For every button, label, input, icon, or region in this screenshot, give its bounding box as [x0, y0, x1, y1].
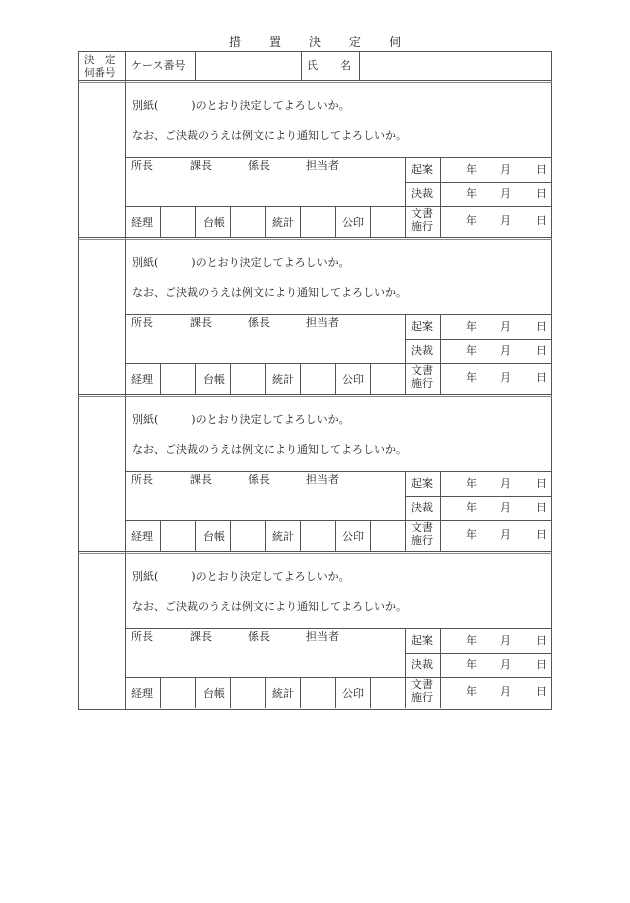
stamp-label: 統計: [272, 530, 294, 543]
day-label: 日: [536, 320, 547, 333]
notice-text: なお、ご決裁のうえは例文により通知してよろしいか。: [132, 129, 407, 142]
year-label: 年: [466, 528, 477, 541]
grid-line: [335, 206, 336, 237]
day-label: 日: [536, 344, 547, 357]
date-label: 起案: [411, 477, 433, 490]
decision-section: [0, 394, 630, 551]
date-label: 起案: [411, 320, 433, 333]
year-label: 年: [466, 685, 477, 698]
notice-text: なお、ご決裁のうえは例文により通知してよろしいか。: [132, 600, 407, 613]
date-label: 決裁: [411, 658, 433, 671]
stamp-label: 台帳: [203, 530, 225, 543]
month-label: 月: [500, 501, 511, 514]
stamp-label: 経理: [131, 530, 153, 543]
col-divider: [359, 51, 360, 81]
title-char: 定: [349, 35, 362, 49]
approver-label: 課長: [190, 159, 212, 172]
grid-line: [300, 206, 301, 237]
grid-line: [440, 314, 441, 394]
day-label: 日: [536, 528, 547, 541]
date-label: 文書: [411, 678, 433, 691]
decision-section: [0, 237, 630, 394]
year-label: 年: [466, 501, 477, 514]
day-label: 日: [536, 371, 547, 384]
grid-line: [195, 206, 196, 237]
grid-line: [125, 314, 552, 315]
date-label: 起案: [411, 163, 433, 176]
month-label: 月: [500, 371, 511, 384]
grid-line: [265, 520, 266, 551]
grid-line: [230, 677, 231, 708]
grid-line: [230, 520, 231, 551]
notice-text: なお、ご決裁のうえは例文により通知してよろしいか。: [132, 286, 407, 299]
approver-label: 担当者: [306, 473, 339, 486]
grid-line: [335, 520, 336, 551]
grid-line: [160, 520, 161, 551]
decision-no-label: 伺番号: [84, 67, 116, 79]
stamp-label: 経理: [131, 216, 153, 229]
approver-label: 担当者: [306, 159, 339, 172]
grid-line: [370, 363, 371, 394]
day-label: 日: [536, 501, 547, 514]
approver-label: 課長: [190, 473, 212, 486]
day-label: 日: [536, 214, 547, 227]
grid-line: [265, 206, 266, 237]
month-label: 月: [500, 528, 511, 541]
case-no-field[interactable]: [197, 54, 299, 78]
grid-line: [405, 339, 552, 340]
day-label: 日: [536, 187, 547, 200]
section-divider: [78, 553, 552, 554]
stamp-label: 統計: [272, 373, 294, 386]
month-label: 月: [500, 685, 511, 698]
grid-line: [405, 471, 406, 551]
date-label: 決裁: [411, 344, 433, 357]
title-char: 伺: [389, 35, 402, 49]
grid-line: [405, 496, 552, 497]
approver-label: 課長: [190, 316, 212, 329]
title-char: 置: [268, 35, 281, 49]
month-label: 月: [500, 163, 511, 176]
grid-line: [125, 363, 552, 364]
notice-text: なお、ご決裁のうえは例文により通知してよろしいか。: [132, 443, 407, 456]
decision-text: 別紙( )のとおり決定してよろしいか。: [132, 570, 350, 583]
section-divider: [78, 82, 552, 83]
name-label: 氏 名: [307, 59, 351, 72]
grid-line: [370, 520, 371, 551]
stamp-label: 台帳: [203, 373, 225, 386]
date-label: 施行: [411, 377, 433, 390]
stamp-label: 公印: [342, 530, 364, 543]
day-label: 日: [536, 658, 547, 671]
grid-line: [195, 363, 196, 394]
document-title: [0, 33, 630, 50]
month-label: 月: [500, 344, 511, 357]
stamp-label: 経理: [131, 373, 153, 386]
grid-line: [195, 677, 196, 708]
date-label: 決裁: [411, 501, 433, 514]
day-label: 日: [536, 634, 547, 647]
approver-label: 係長: [248, 159, 270, 172]
approver-label: 担当者: [306, 316, 339, 329]
month-label: 月: [500, 477, 511, 490]
decision-no-label: 決 定: [84, 54, 116, 66]
section-divider: [78, 394, 552, 395]
grid-line: [405, 157, 406, 237]
grid-line: [125, 471, 552, 472]
stamp-label: 統計: [272, 687, 294, 700]
title-char: 措: [228, 35, 241, 49]
grid-line: [440, 157, 441, 237]
stamp-label: 台帳: [203, 687, 225, 700]
grid-line: [160, 206, 161, 237]
border-bottom: [78, 709, 552, 710]
decision-section: [0, 551, 630, 708]
date-label: 文書: [411, 521, 433, 534]
month-label: 月: [500, 187, 511, 200]
case-no-label: ケース番号: [131, 59, 186, 72]
year-label: 年: [466, 634, 477, 647]
stamp-label: 経理: [131, 687, 153, 700]
grid-line: [370, 677, 371, 708]
col-divider: [195, 51, 196, 81]
grid-line: [125, 628, 552, 629]
grid-line: [405, 182, 552, 183]
title-char: 決: [308, 35, 321, 49]
year-label: 年: [466, 371, 477, 384]
section-divider: [78, 551, 552, 552]
stamp-label: 台帳: [203, 216, 225, 229]
grid-line: [405, 314, 406, 394]
grid-line: [195, 520, 196, 551]
grid-line: [440, 471, 441, 551]
stamp-label: 統計: [272, 216, 294, 229]
grid-line: [160, 677, 161, 708]
date-label: 起案: [411, 634, 433, 647]
grid-line: [230, 206, 231, 237]
grid-line: [440, 628, 441, 708]
grid-line: [160, 363, 161, 394]
month-label: 月: [500, 214, 511, 227]
grid-line: [125, 677, 552, 678]
month-label: 月: [500, 658, 511, 671]
date-label: 施行: [411, 534, 433, 547]
date-label: 施行: [411, 220, 433, 233]
section-divider: [78, 239, 552, 240]
section-divider: [78, 80, 552, 81]
approver-label: 所長: [131, 316, 153, 329]
date-label: 決裁: [411, 187, 433, 200]
decision-text: 別紙( )のとおり決定してよろしいか。: [132, 99, 350, 112]
grid-line: [125, 520, 552, 521]
year-label: 年: [466, 344, 477, 357]
approver-label: 所長: [131, 630, 153, 643]
day-label: 日: [536, 477, 547, 490]
year-label: 年: [466, 187, 477, 200]
grid-line: [335, 363, 336, 394]
date-label: 文書: [411, 207, 433, 220]
grid-line: [125, 157, 552, 158]
grid-line: [335, 677, 336, 708]
year-label: 年: [466, 163, 477, 176]
approver-label: 係長: [248, 630, 270, 643]
col-divider: [301, 51, 302, 81]
border-top: [78, 51, 552, 52]
grid-line: [265, 677, 266, 708]
grid-line: [405, 653, 552, 654]
section-divider: [78, 396, 552, 397]
stamp-label: 公印: [342, 216, 364, 229]
year-label: 年: [466, 320, 477, 333]
stamp-label: 公印: [342, 687, 364, 700]
date-label: 文書: [411, 364, 433, 377]
section-divider: [78, 237, 552, 238]
stamp-label: 公印: [342, 373, 364, 386]
grid-line: [125, 206, 552, 207]
approver-label: 課長: [190, 630, 212, 643]
approver-label: 係長: [248, 316, 270, 329]
year-label: 年: [466, 477, 477, 490]
grid-line: [265, 363, 266, 394]
grid-line: [405, 628, 406, 708]
grid-line: [370, 206, 371, 237]
name-field[interactable]: [361, 54, 549, 78]
day-label: 日: [536, 163, 547, 176]
approver-label: 所長: [131, 473, 153, 486]
decision-text: 別紙( )のとおり決定してよろしいか。: [132, 256, 350, 269]
approver-label: 係長: [248, 473, 270, 486]
date-label: 施行: [411, 691, 433, 704]
grid-line: [230, 363, 231, 394]
month-label: 月: [500, 634, 511, 647]
month-label: 月: [500, 320, 511, 333]
year-label: 年: [466, 214, 477, 227]
approver-label: 所長: [131, 159, 153, 172]
grid-line: [300, 363, 301, 394]
grid-line: [300, 520, 301, 551]
approver-label: 担当者: [306, 630, 339, 643]
decision-section: [0, 80, 630, 237]
grid-line: [300, 677, 301, 708]
day-label: 日: [536, 685, 547, 698]
year-label: 年: [466, 658, 477, 671]
decision-text: 別紙( )のとおり決定してよろしいか。: [132, 413, 350, 426]
